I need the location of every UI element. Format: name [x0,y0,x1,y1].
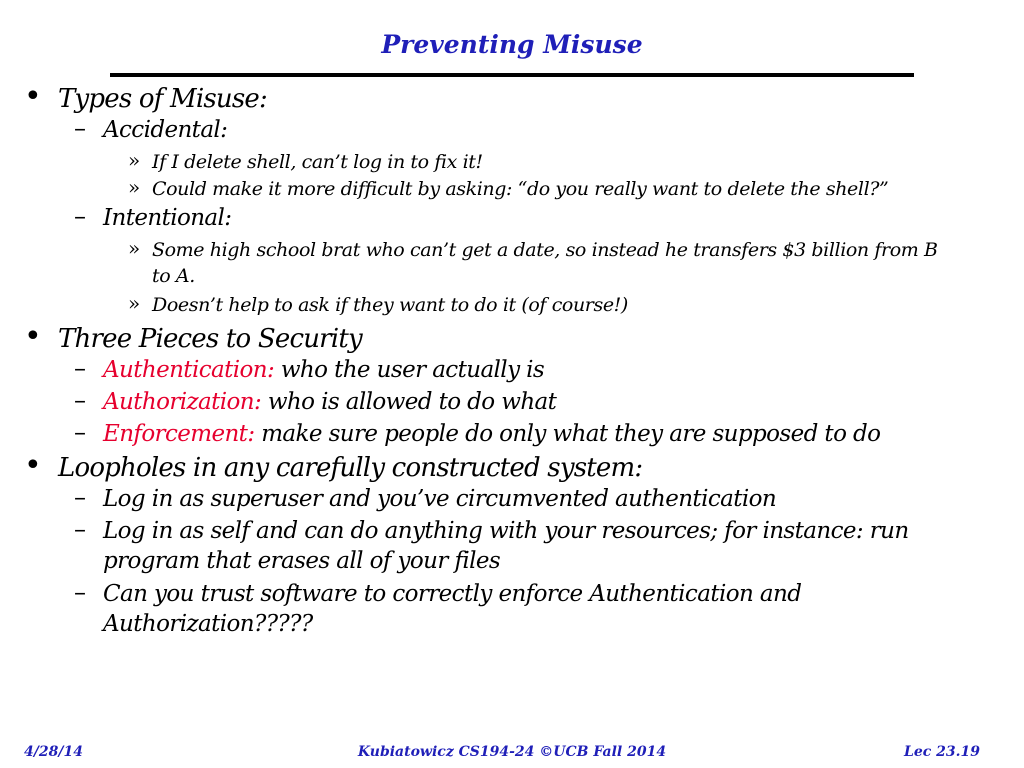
section-heading: Types of Misuse: [58,84,267,114]
chevron-right-icon: » [128,148,141,172]
dash-icon: – [74,483,86,511]
dash-icon: – [74,578,86,606]
list-item [103,389,556,415]
term-description: make sure people do only what they are supposed to do [254,421,881,447]
dash-icon: – [74,418,86,446]
footer-lecture: Lec 23.19 [904,744,980,760]
section-heading: Loopholes in any carefully constructed system: [58,453,643,483]
list-subitem-continuation: to A. [152,265,195,287]
dash-icon: – [74,202,86,230]
list-subitem: If I delete shell, can’t log in to fix it! [152,151,483,173]
list-subitem: Could make it more difficult by asking: “do you really want to delete the shell?” [152,178,889,200]
list-item: Accidental: [103,117,228,143]
chevron-right-icon: » [128,291,141,315]
title-rule [110,73,914,77]
footer-course: Kubiatowicz CS194-24 ©UCB Fall 2014 [357,744,667,760]
term-enforcement: Enforcement: [103,421,255,447]
list-item: Can you trust software to correctly enforce Authentication and [103,581,802,607]
bullet-icon: • [24,319,42,354]
chevron-right-icon: » [128,236,141,260]
term-description: who is allowed to do what [261,389,557,415]
dash-icon: – [74,114,86,142]
list-item: Log in as superuser and you’ve circumvented authentication [103,486,777,512]
dash-icon: – [74,386,86,414]
bullet-icon: • [24,448,42,483]
list-item: Log in as self and can do anything with your resources; for instance: run [103,518,909,544]
term-description: who the user actually is [274,357,545,383]
dash-icon: – [74,515,86,543]
term-authentication: Authentication: [103,357,275,383]
list-item-continuation: program that erases all of your files [103,548,501,574]
list-item-continuation: Authorization????? [103,611,313,637]
list-subitem: Some high school brat who can’t get a date, so instead he transfers $3 billion from B [152,239,938,261]
footer-date: 4/28/14 [24,744,83,760]
list-item [103,421,880,447]
dash-icon: – [74,354,86,382]
bullet-icon: • [24,79,42,114]
page-title: Preventing Misuse [381,30,643,59]
term-authorization: Authorization: [103,389,262,415]
section-heading: Three Pieces to Security [58,324,362,354]
list-item: Intentional: [103,205,232,231]
list-subitem: Doesn’t help to ask if they want to do it (of course!) [152,294,628,316]
list-item [103,357,544,383]
chevron-right-icon: » [128,175,141,199]
